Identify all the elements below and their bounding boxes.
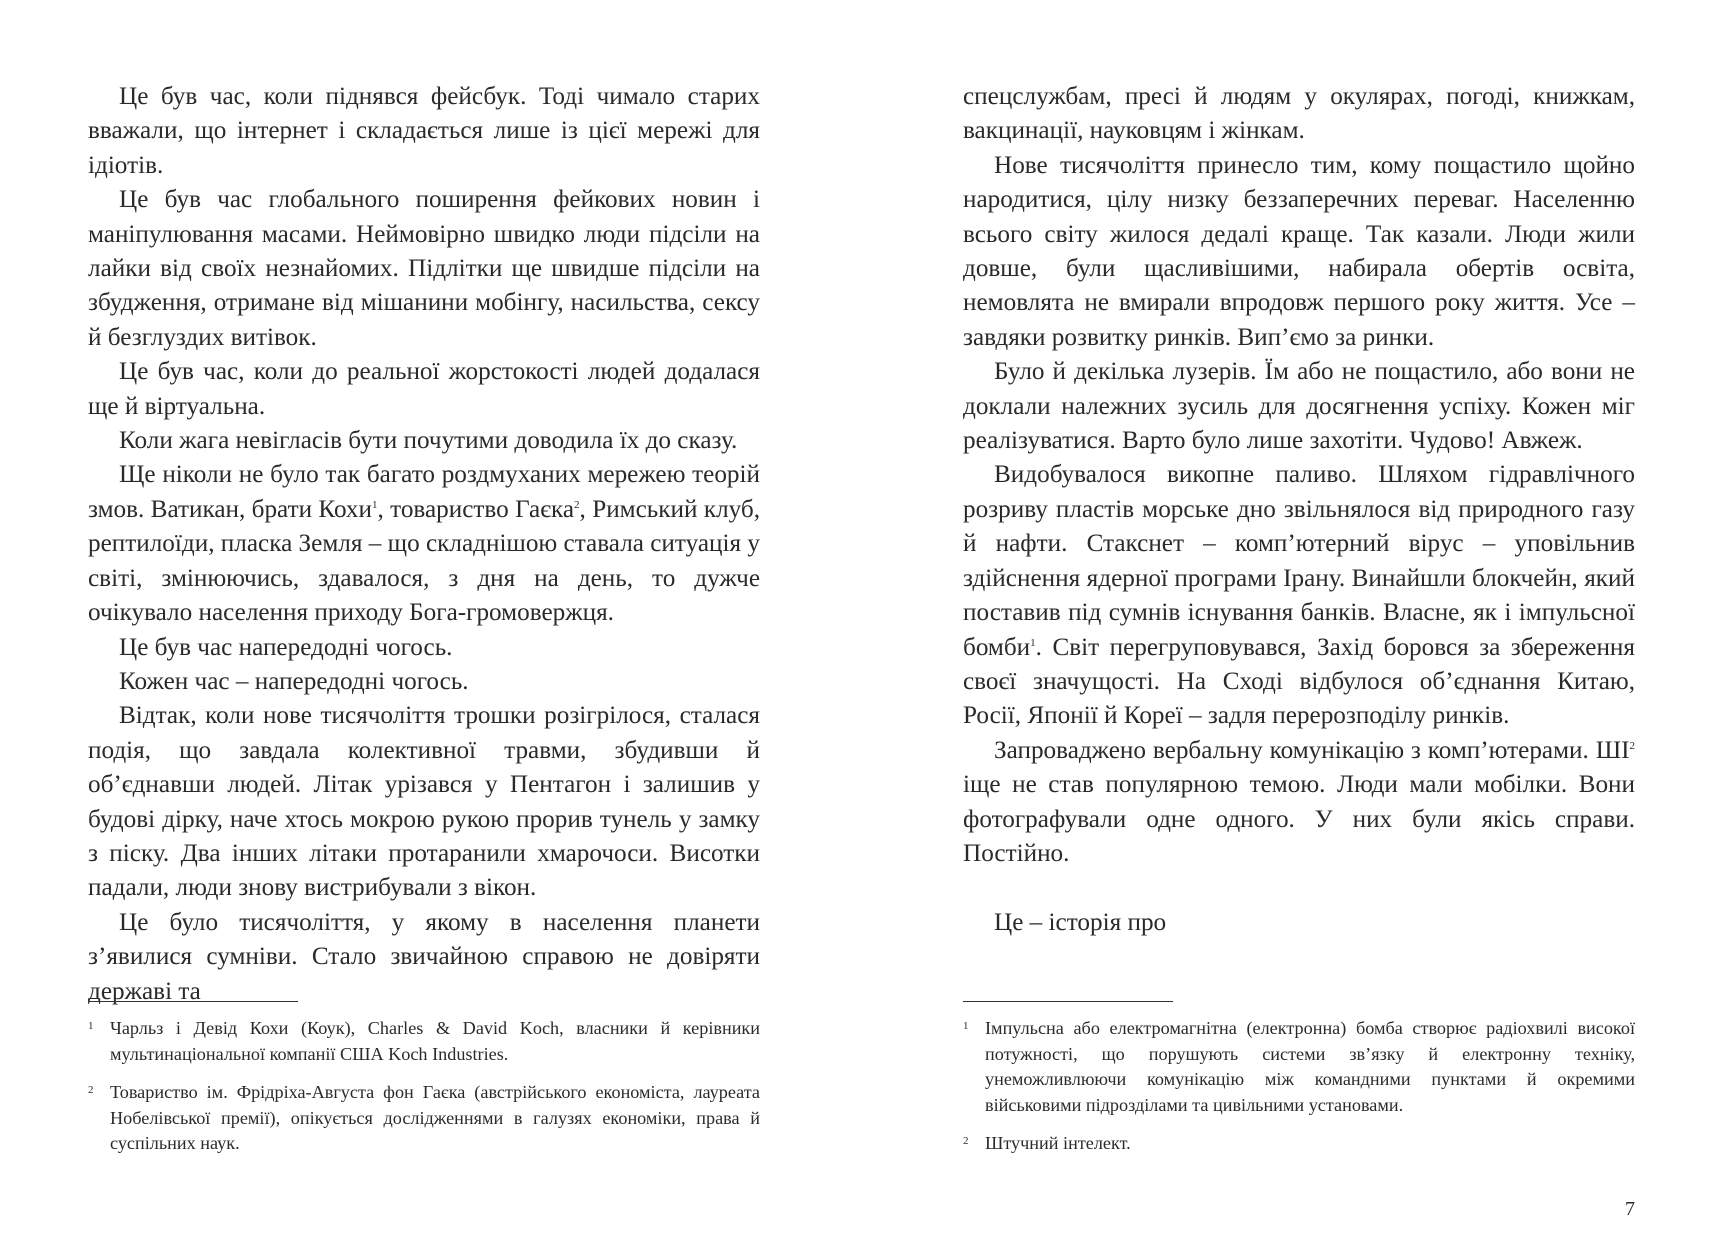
paragraph: Було й декілька лузерів. Їм або не пощастило, або вони не доклали належних зусиль для досягнення успіху. Кожен міг реалізуватися. Варто було лише захотіти. Чудово! Авжеж.: [963, 358, 1635, 455]
paragraph: Це – історія про: [994, 908, 1167, 936]
footnote-divider: [88, 1001, 298, 1002]
footnote: [88, 1016, 760, 1067]
paragraph: Це було тисячоліття, у якому в населення планети з’явилися сумніви. Стало звичайною справою не довіряти державі та: [88, 908, 760, 1005]
paragraph-text: , товариство Гаєка: [377, 495, 575, 523]
footnote-number: 2: [963, 1135, 969, 1148]
paragraph: Це був час, коли до реальної жорстокості людей додалася ще й віртуальна.: [88, 358, 760, 420]
right-body-text: [963, 80, 1635, 940]
page-number: 7: [1625, 1198, 1635, 1220]
paragraph-text: Видобувалося викопне паливо. Шляхом гідравлічного розриву пластів морське дно звільнялося від природного газу й нафти. Стакснет – комп’ютерний вірус – уповільнив здійснення ядерної програми Ірану. Винайшли блокчейн, який поставив під сумнів існування банків. Власне, як і імпульсної бомби: [963, 461, 1635, 661]
paragraph: Це був час глобального поширення фейкових новин і маніпулювання масами. Неймовірно швидко люди підсіли на лайки від своїх незнайомих. Підлітки ще швидше підсіли на збудження, отримане від мішанини мобінгу, насильства, сексу й безглуздих витівок.: [88, 186, 760, 351]
footnote-divider: [963, 1001, 1173, 1002]
paragraph: Кожен час – напередодні чогось.: [119, 667, 469, 695]
paragraph: Відтак, коли нове тисячоліття трошки розігрілося, сталася подія, що завдала колективної травми, збудивши й об’єднавши людей. Літак урізався у Пентагон і залишив у будові дірку, наче хтось мокрою рукою прорив тунель у замку з піску. Два інших літаки протаранили хмарочоси. Висотки падали, люди знову вистрибували з вікон.: [88, 702, 760, 902]
left-footnotes: [88, 1016, 760, 1170]
paragraph: Нове тисячоліття принесло тим, кому пощастило щойно народитися, цілу низку беззаперечних переваг. Населенню всього світу жилося дедалі краще. Так казали. Люди жили довше, були щасливішими, набирала обертів освіта, немовлята не вмирали впродовж першого року життя. Усе – завдяки розвитку ринків. Вип’ємо за ринки.: [963, 151, 1635, 351]
footnote-ref: 2: [574, 498, 580, 511]
footnote: [963, 1016, 1635, 1118]
footnote-number: 2: [88, 1084, 94, 1097]
left-page: [88, 0, 760, 1258]
paragraph: спецслужбам, пресі й людям у окулярах, погоді, книжкам, вакцинації, науковцям і жінкам.: [963, 83, 1635, 145]
footnote-number: 1: [88, 1020, 94, 1032]
paragraph: [963, 734, 1635, 872]
left-body-text: [88, 80, 760, 1009]
footnote-text: Штучний інтелект.: [985, 1133, 1131, 1154]
footnote: [88, 1080, 760, 1157]
paragraph: Коли жага невігласів бути почутими доводила їх до сказу.: [119, 427, 738, 455]
footnote-text: Чарльз і Девід Кохи (Коук), Charles & David Koch, власники й керівники мультинаціональної компанії США Koch Industries.: [110, 1018, 760, 1064]
footnote-number: 1: [963, 1020, 969, 1032]
paragraph-text: Ще ніколи не було так багато роздмуханих мережею теорій змов. Ватикан, брати Кохи: [88, 461, 760, 523]
footnote-ref: 1: [372, 498, 378, 511]
paragraph-text: іще не став популярною темою. Люди мали мобілки. Вони фотографували одне одного. У них були якісь справи. Постійно.: [963, 771, 1635, 867]
paragraph: Це був час, коли піднявся фейсбук. Тоді чимало старих вважали, що інтернет і складається лише із цієї мережі для ідіотів.: [88, 83, 760, 179]
footnote-text: Товариство ім. Фрідріха-Августа фон Гаєка (австрійського економіста, лауреата Нобелівської премії), опікується дослідженнями в галузях економіки, права й суспільних наук.: [110, 1082, 760, 1154]
footnote: [963, 1131, 1635, 1157]
right-page: [963, 0, 1635, 1258]
right-footnotes: [963, 1016, 1635, 1170]
paragraph-text: , Римський клуб, рептилоїди, пласка Земля – що складнішою ставала ситуація у світі, змінюючись, здавалося, з дня на день, то дужче очікувало населення приходу Бога-громовержця.: [88, 495, 761, 627]
paragraph: [88, 458, 760, 630]
paragraph: Це був час напередодні чогось.: [119, 633, 453, 661]
footnote-text: Імпульсна або електромагнітна (електронна) бомба створює радіохвилі високої потужності, що порушують системи зв’язку й електронну техніку, унеможливлюючи комунікацію між командними пунктами й окремими військовими підрозділами та цивільними установами.: [985, 1018, 1635, 1115]
footnote-ref: 2: [1629, 739, 1635, 752]
paragraph-text: . Світ перегруповувався, Захід боровся за збереження своєї значущості. На Сході відбулося об’єднання Китаю, Росії, Японії й Кореї – задля перерозподілу ринків.: [963, 633, 1635, 730]
footnote-ref: 1: [1030, 636, 1036, 649]
paragraph-text: Запроваджено вербальну комунікацію з комп’ютерами. ШІ: [994, 736, 1630, 764]
paragraph: [963, 458, 1635, 733]
